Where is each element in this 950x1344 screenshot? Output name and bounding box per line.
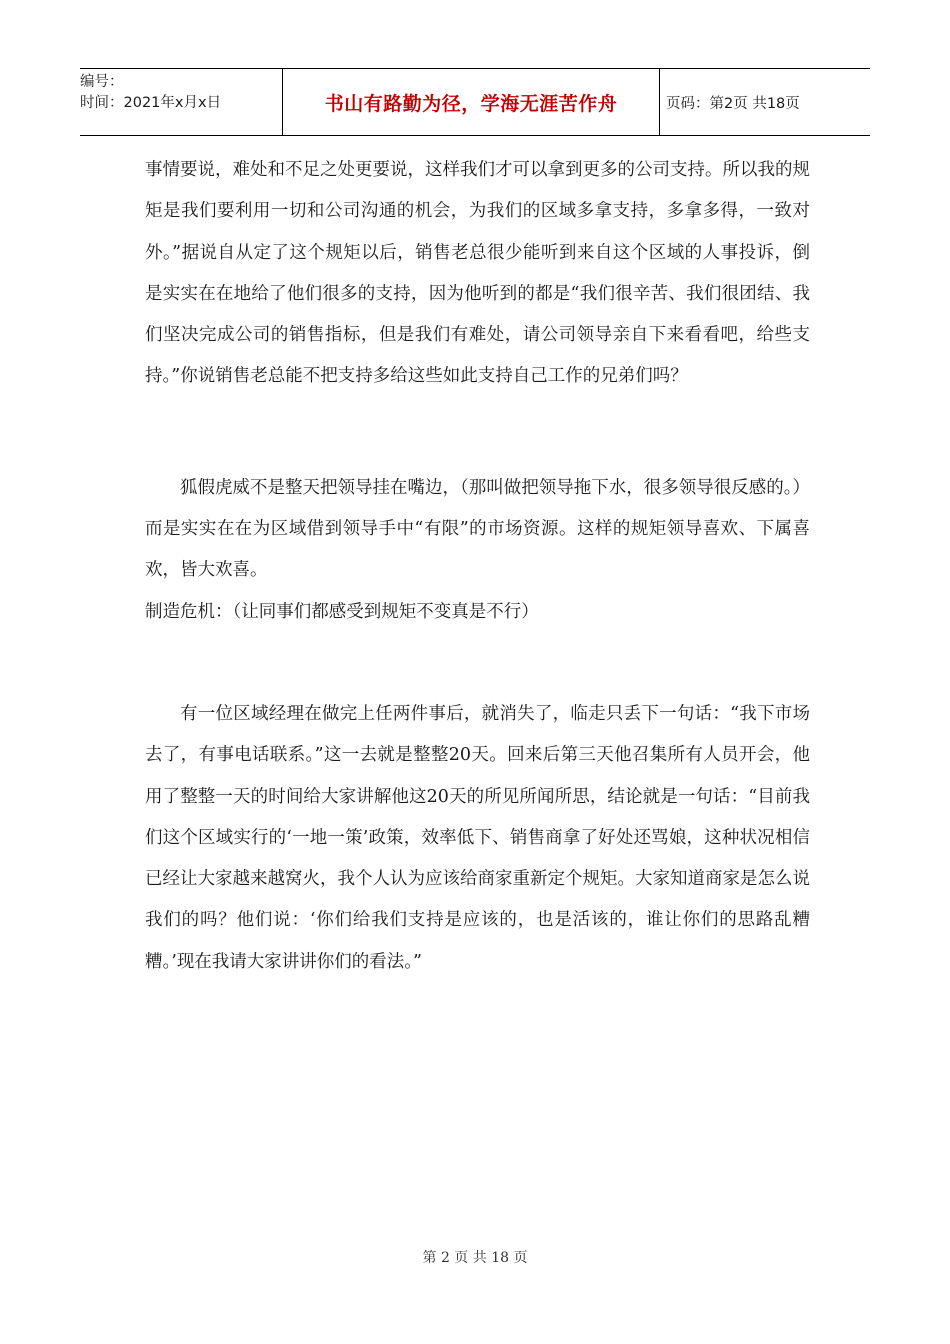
paragraph-2: 狐假虎威不是整天把领导挂在嘴边，（那叫做把领导拖下水，很多领导很反感的。）而是实实在在为区域借到领导手中“有限”的市场资源。这样的规矩领导喜欢、下属喜欢，皆大欢喜。: [145, 477, 810, 581]
paragraph-1: 事情要说，难处和不足之处更要说，这样我们才可以拿到更多的公司支持。所以我的规矩是我们要利用一切和公司沟通的机会，为我们的区域多拿支持，多拿多得，一致对外。”据说自从定了这个规矩以后，销售老总很少能听到来自这个区域的人事投诉，倒是实实在在地给了他们很多的支持，因为他听到的都是“我们很辛苦、我们很团结、我们坚决完成公司的销售指标，但是我们有难处，请公司领导亲自下来看看吧，给些支持。”你说销售老总能不把支持多给这些如此支持自己工作的兄弟们吗？: [145, 160, 810, 387]
page-header: [80, 68, 870, 136]
paragraph-4: 有一位区域经理在做完上任两件事后，就消失了，临走只丢下一句话：“我下市场去了，有事电话联系。”这一去就是整整20天。回来后第三天他召集所有人员开会，他用了整整一天的时间给大家讲解他这20天的所见所闻所思，结论就是一句话：“目前我们这个区域实行的‘一地一策’政策，效率低下、销售商拿了好处还骂娘，这种状况相信已经让大家越来越窝火，我个人认为应该给商家重新定个规矩。大家知道商家是怎么说我们的吗？他们说：‘你们给我们支持是应该的，也是活该的，谁让你们的思路乱糟糟。’现在我请大家讲讲你们的看法。”: [145, 703, 810, 972]
document-body: [145, 150, 810, 983]
document-time-label: 时间：2021年x月x日: [80, 95, 222, 111]
header-left-cell: [80, 69, 282, 135]
page-footer: 第 2 页 共 18 页: [422, 1250, 528, 1266]
header-page-info: 页码：第2页 共18页: [666, 95, 800, 112]
section-heading-crisis: 制造危机：（让同事们都感受到规矩不变真是不行）: [145, 601, 539, 622]
header-motto: 书山有路勤为径，学海无涯苦作舟: [282, 69, 660, 135]
document-number-label: 编号：: [80, 74, 124, 90]
